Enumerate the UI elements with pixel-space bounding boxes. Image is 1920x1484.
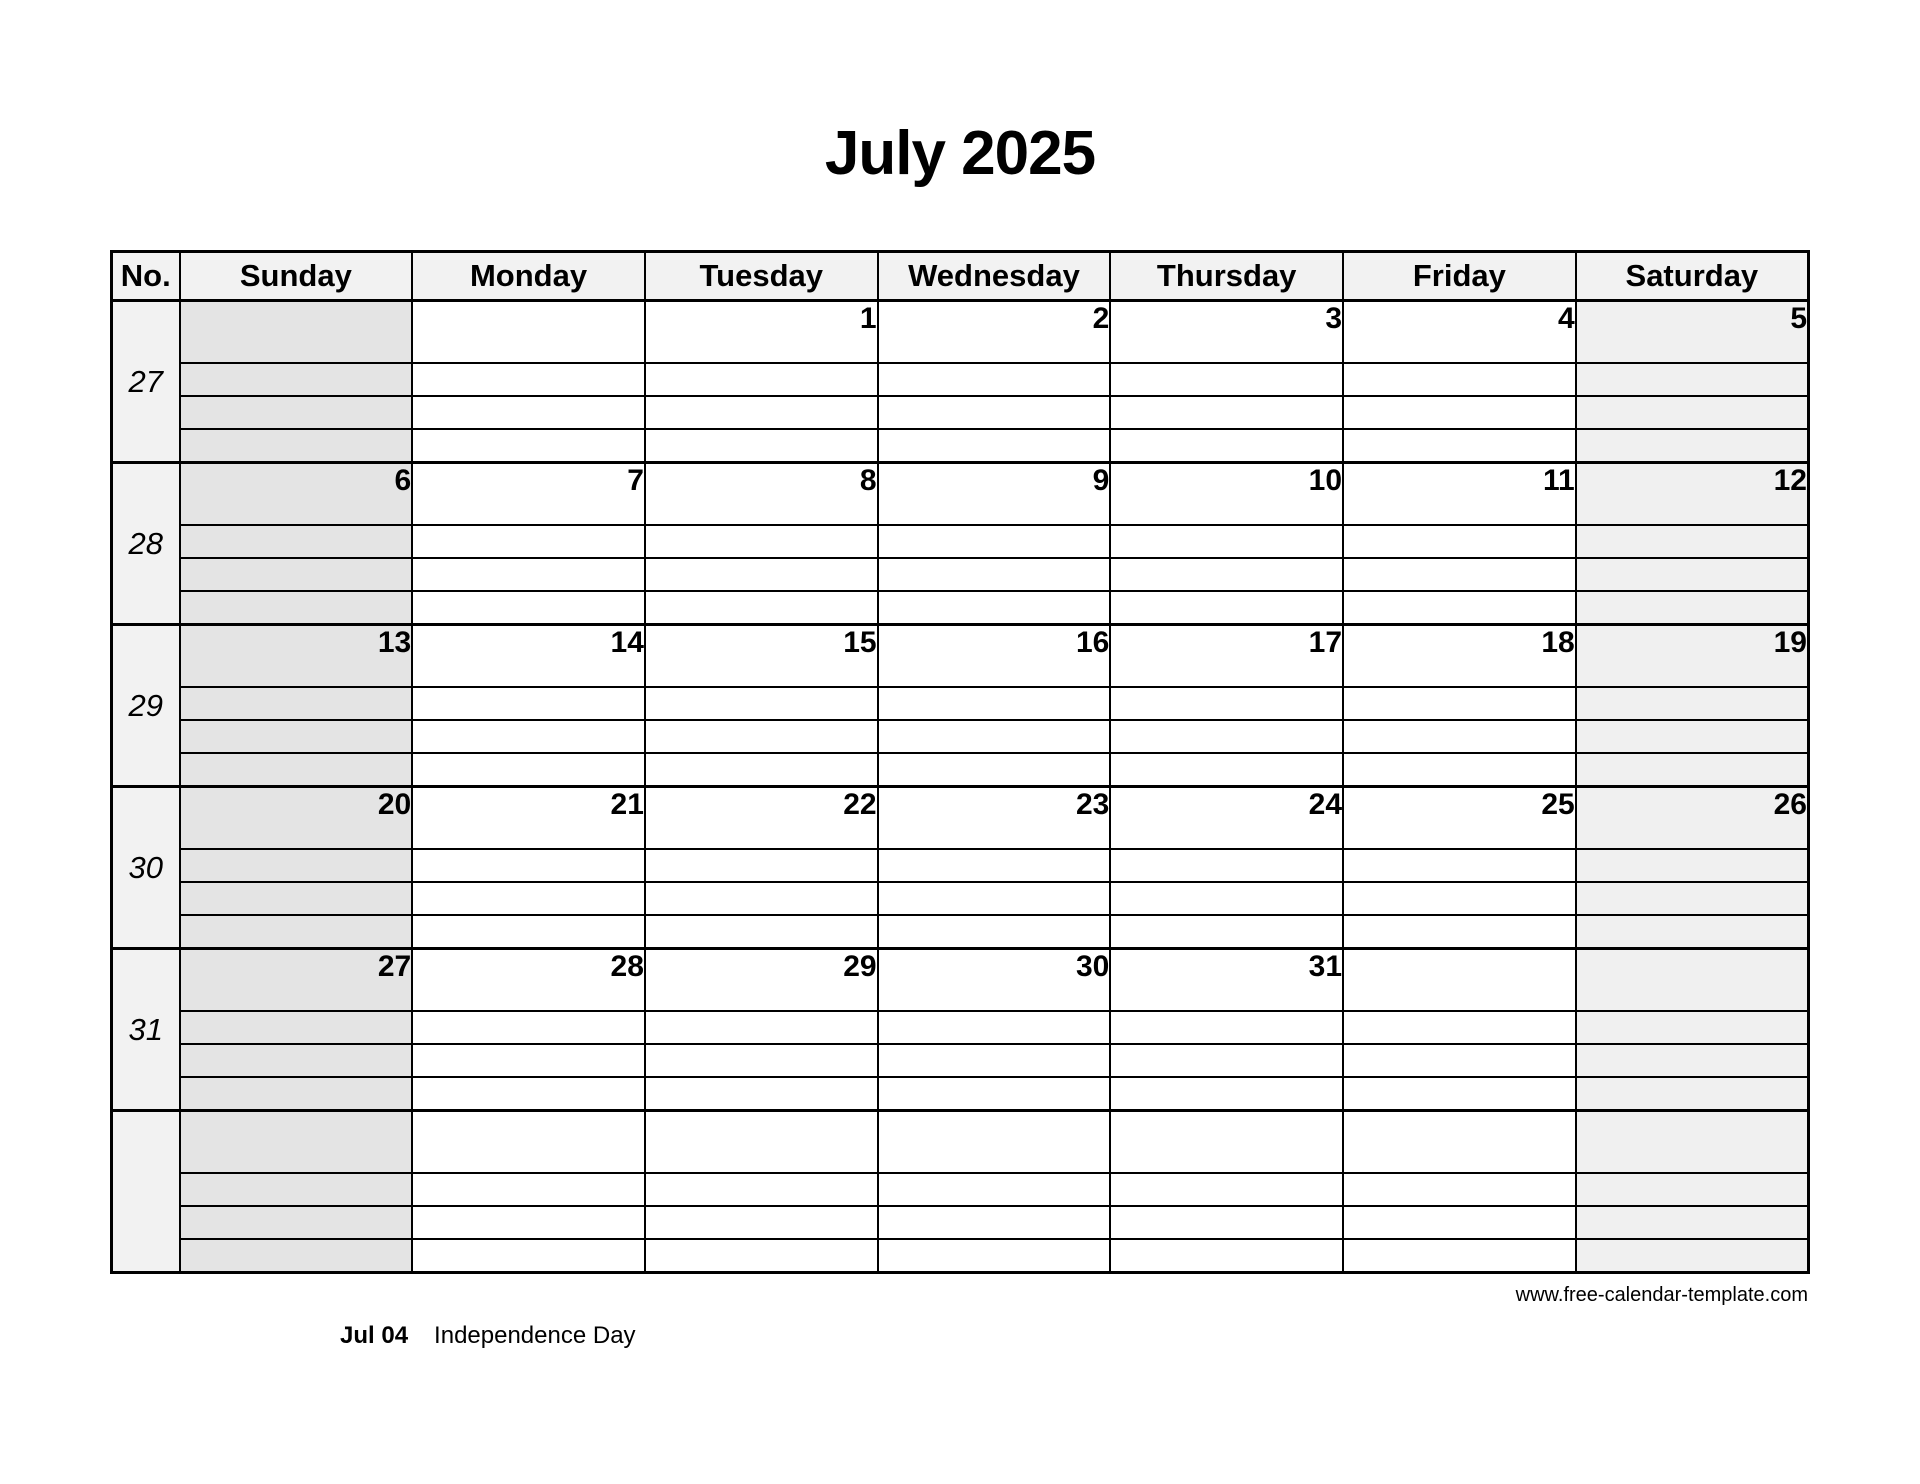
ruled-cell [645,558,878,591]
ruled-cell [878,849,1111,882]
ruled-cell [878,915,1111,949]
ruled-cell [878,1239,1111,1273]
date-cell: 11 [1343,463,1576,526]
ruled-cell [180,1044,413,1077]
date-row [112,301,1809,364]
date-cell: 6 [180,463,413,526]
date-cell: 10 [1110,463,1343,526]
ruled-cell [412,429,645,463]
date-cell [180,301,413,364]
ruled-row [112,363,1809,396]
ruled-cell [1110,753,1343,787]
ruled-cell [1343,525,1576,558]
ruled-cell [412,363,645,396]
ruled-row [112,1239,1809,1273]
date-cell: 21 [412,787,645,850]
ruled-cell [645,882,878,915]
ruled-cell [1110,720,1343,753]
ruled-cell [1110,687,1343,720]
ruled-cell [1110,429,1343,463]
ruled-cell [878,396,1111,429]
date-cell: 28 [412,949,645,1012]
calendar-table [110,250,1810,1274]
ruled-cell [180,1011,413,1044]
ruled-cell [878,1206,1111,1239]
ruled-cell [878,1077,1111,1111]
ruled-cell [1576,396,1809,429]
date-cell [1343,949,1576,1012]
week-block-extra [112,1111,1809,1273]
date-cell: 7 [412,463,645,526]
ruled-cell [1343,882,1576,915]
ruled-cell [412,1077,645,1111]
date-cell: 31 [1110,949,1343,1012]
ruled-row [112,687,1809,720]
ruled-cell [1110,849,1343,882]
ruled-row [112,1077,1809,1111]
date-cell [412,1111,645,1174]
week-block-30 [112,787,1809,949]
date-cell: 3 [1110,301,1343,364]
ruled-cell [180,1173,413,1206]
ruled-cell [878,753,1111,787]
ruled-row [112,1044,1809,1077]
ruled-cell [1343,1077,1576,1111]
ruled-cell [1343,1044,1576,1077]
ruled-cell [645,1173,878,1206]
date-cell: 29 [645,949,878,1012]
date-row [112,949,1809,1012]
ruled-cell [1576,363,1809,396]
ruled-cell [878,1011,1111,1044]
week-number: 27 [112,301,180,463]
ruled-cell [1576,720,1809,753]
website-url: www.free-calendar-template.com [1515,1284,1808,1306]
ruled-cell [1576,1206,1809,1239]
ruled-cell [180,429,413,463]
ruled-cell [180,525,413,558]
ruled-cell [878,882,1111,915]
ruled-cell [645,1077,878,1111]
ruled-row [112,915,1809,949]
ruled-cell [412,753,645,787]
ruled-cell [645,525,878,558]
ruled-cell [878,687,1111,720]
ruled-cell [180,753,413,787]
day-header-wednesday: Wednesday [878,252,1111,301]
ruled-cell [645,363,878,396]
date-cell: 15 [645,625,878,688]
ruled-cell [1343,558,1576,591]
ruled-row [112,1173,1809,1206]
ruled-cell [1343,591,1576,625]
ruled-cell [1576,1173,1809,1206]
ruled-cell [878,1044,1111,1077]
ruled-cell [1343,687,1576,720]
date-row [112,625,1809,688]
ruled-cell [180,1077,413,1111]
ruled-cell [1110,915,1343,949]
ruled-cell [1576,915,1809,949]
ruled-cell [878,525,1111,558]
ruled-cell [1343,429,1576,463]
ruled-cell [1110,1044,1343,1077]
calendar-title: July 2025 [824,119,1096,188]
date-cell: 24 [1110,787,1343,850]
date-cell [878,1111,1111,1174]
no-column-header: No. [112,252,180,301]
ruled-cell [645,849,878,882]
day-header-saturday: Saturday [1576,252,1809,301]
ruled-cell [645,1206,878,1239]
date-cell: 1 [645,301,878,364]
ruled-cell [180,1206,413,1239]
date-cell: 18 [1343,625,1576,688]
date-row [112,463,1809,526]
ruled-cell [180,720,413,753]
ruled-cell [645,1239,878,1273]
ruled-cell [1110,525,1343,558]
date-row [112,1111,1809,1174]
day-header-monday: Monday [412,252,645,301]
week-block-29 [112,625,1809,787]
ruled-cell [412,915,645,949]
ruled-cell [645,591,878,625]
holiday-name: Independence Day [434,1322,636,1349]
ruled-cell [878,1173,1111,1206]
date-cell: 20 [180,787,413,850]
ruled-cell [1576,591,1809,625]
ruled-cell [412,849,645,882]
week-number: 30 [112,787,180,949]
date-cell: 26 [1576,787,1809,850]
ruled-cell [1343,363,1576,396]
ruled-cell [1343,849,1576,882]
ruled-cell [1110,1239,1343,1273]
date-cell: 14 [412,625,645,688]
ruled-cell [1110,1077,1343,1111]
ruled-cell [645,687,878,720]
ruled-cell [1110,1173,1343,1206]
ruled-cell [878,720,1111,753]
ruled-cell [180,396,413,429]
ruled-cell [1576,753,1809,787]
date-cell: 17 [1110,625,1343,688]
ruled-cell [180,1239,413,1273]
ruled-cell [412,525,645,558]
ruled-cell [412,882,645,915]
header-row [112,252,1809,301]
week-block-31 [112,949,1809,1111]
ruled-row [112,591,1809,625]
date-cell: 8 [645,463,878,526]
date-cell: 13 [180,625,413,688]
ruled-cell [1576,525,1809,558]
date-cell: 4 [1343,301,1576,364]
week-block-28 [112,463,1809,625]
date-cell [412,301,645,364]
ruled-cell [412,558,645,591]
week-number: 29 [112,625,180,787]
date-cell: 30 [878,949,1111,1012]
ruled-row [112,882,1809,915]
date-cell: 25 [1343,787,1576,850]
ruled-cell [645,915,878,949]
ruled-cell [1110,882,1343,915]
date-cell: 27 [180,949,413,1012]
ruled-cell [180,591,413,625]
ruled-cell [412,1206,645,1239]
date-cell: 16 [878,625,1111,688]
ruled-cell [180,363,413,396]
day-header-thursday: Thursday [1110,252,1343,301]
ruled-cell [1110,591,1343,625]
ruled-row [112,429,1809,463]
ruled-cell [645,396,878,429]
ruled-cell [645,720,878,753]
ruled-row [112,1206,1809,1239]
ruled-cell [1343,753,1576,787]
ruled-cell [1576,1239,1809,1273]
ruled-cell [878,429,1111,463]
ruled-cell [1110,363,1343,396]
date-cell: 5 [1576,301,1809,364]
ruled-cell [645,753,878,787]
week-block-27 [112,301,1809,463]
ruled-cell [1110,1011,1343,1044]
ruled-cell [1576,882,1809,915]
date-cell: 19 [1576,625,1809,688]
ruled-cell [1576,429,1809,463]
week-number: 31 [112,949,180,1111]
ruled-cell [180,882,413,915]
ruled-cell [1343,1239,1576,1273]
ruled-cell [412,1011,645,1044]
week-number [112,1111,180,1273]
ruled-cell [412,591,645,625]
date-cell: 22 [645,787,878,850]
ruled-cell [180,915,413,949]
ruled-cell [1343,720,1576,753]
ruled-row [112,720,1809,753]
date-cell [1576,949,1809,1012]
ruled-cell [878,591,1111,625]
ruled-cell [1576,1011,1809,1044]
date-cell [1343,1111,1576,1174]
ruled-cell [878,363,1111,396]
ruled-cell [180,687,413,720]
ruled-row [112,1011,1809,1044]
ruled-cell [1343,396,1576,429]
holiday-note [340,1322,636,1350]
date-cell [180,1111,413,1174]
holiday-date: Jul 04 [340,1322,409,1349]
ruled-cell [412,1044,645,1077]
ruled-cell [645,1044,878,1077]
ruled-row [112,849,1809,882]
date-cell: 2 [878,301,1111,364]
ruled-cell [1110,558,1343,591]
day-header-sunday: Sunday [180,252,413,301]
ruled-cell [1343,915,1576,949]
ruled-cell [645,1011,878,1044]
ruled-row [112,525,1809,558]
ruled-cell [412,720,645,753]
ruled-cell [1576,558,1809,591]
date-cell [1110,1111,1343,1174]
ruled-cell [878,558,1111,591]
date-row [112,787,1809,850]
ruled-cell [1576,1044,1809,1077]
ruled-cell [1576,1077,1809,1111]
day-header-tuesday: Tuesday [645,252,878,301]
ruled-cell [412,1173,645,1206]
ruled-row [112,558,1809,591]
ruled-cell [645,429,878,463]
date-cell: 9 [878,463,1111,526]
ruled-cell [412,687,645,720]
ruled-cell [1576,687,1809,720]
ruled-row [112,396,1809,429]
ruled-cell [1110,1206,1343,1239]
ruled-cell [1110,396,1343,429]
date-cell: 12 [1576,463,1809,526]
date-cell [1576,1111,1809,1174]
date-cell [645,1111,878,1174]
ruled-cell [412,396,645,429]
ruled-cell [1343,1011,1576,1044]
ruled-cell [1576,849,1809,882]
ruled-row [112,753,1809,787]
ruled-cell [1343,1173,1576,1206]
ruled-cell [180,558,413,591]
date-cell: 23 [878,787,1111,850]
ruled-cell [1343,1206,1576,1239]
ruled-cell [180,849,413,882]
day-header-friday: Friday [1343,252,1576,301]
week-number: 28 [112,463,180,625]
ruled-cell [412,1239,645,1273]
